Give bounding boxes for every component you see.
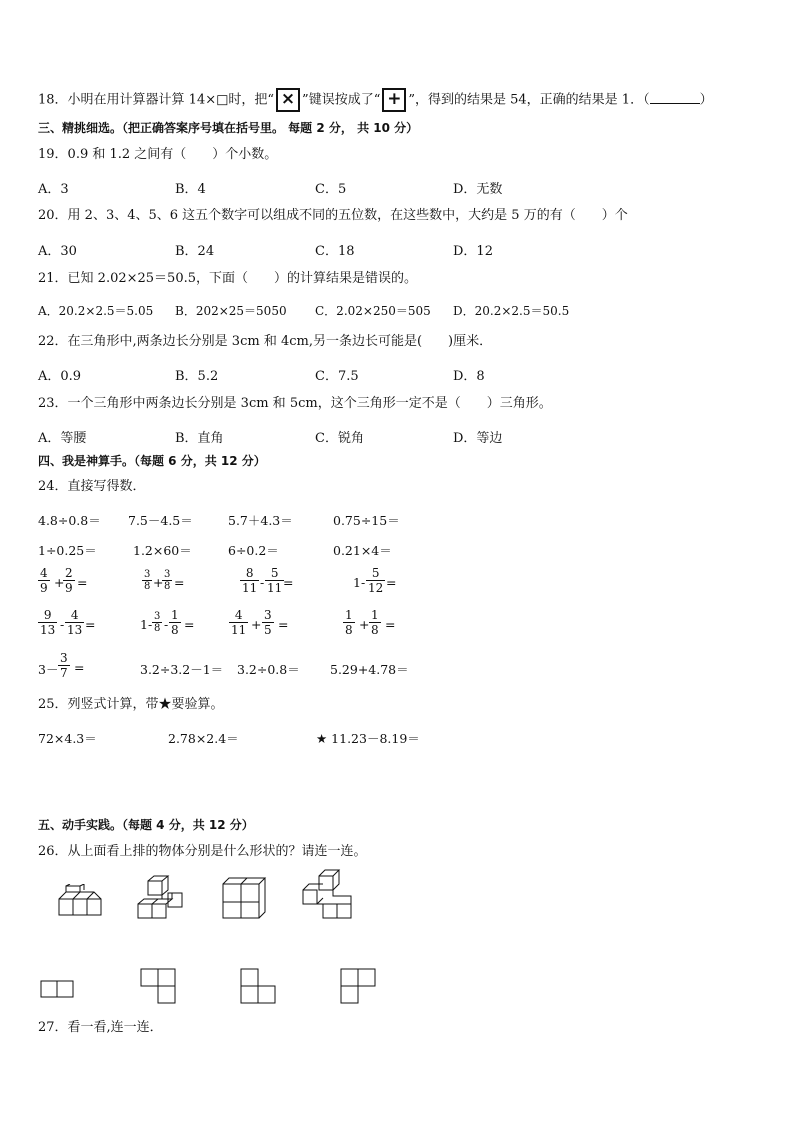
cube-stack-figure-2 [135, 873, 187, 921]
calc-item: 0.21×4＝ [333, 543, 392, 558]
section-3-title: 三、精挑细选。（把正确答案序号填在括号里。 每题 2 分， 共 10 分） [38, 121, 419, 135]
operator: - [164, 617, 169, 632]
q19-option-a[interactable]: A．3 [38, 182, 69, 197]
q21-option-b[interactable]: B．202×25＝5050 [175, 304, 287, 318]
question-21-stem: 21．已知 2.02×25＝50.5，下面（ ）的计算结果是错误的。 [38, 271, 417, 286]
vertical-calc-item: 72×4.3＝ [38, 731, 97, 746]
question-23-stem: 23．一个三角形中两条边长分别是 3cm 和 5cm，这个三角形一定不是（ ）三角形。 [38, 396, 552, 411]
q19-option-b[interactable]: B．4 [175, 182, 206, 197]
q18-text-4: ） [699, 92, 713, 108]
fraction: $\frac{3}{8}$ [154, 611, 161, 634]
vertical-calc-item: 2.78×2.4＝ [168, 731, 239, 746]
q23-option-a[interactable]: A．等腰 [38, 431, 87, 446]
operator: - [260, 575, 265, 590]
operator: + [153, 575, 164, 590]
equals: = [386, 575, 397, 590]
equals: = [77, 575, 88, 590]
q22-option-a[interactable]: A．0.9 [38, 369, 82, 384]
q18-text-2: ”键误按成了“ [302, 92, 381, 108]
calc-item: 4.8÷0.8＝ [38, 513, 101, 528]
prefix: 1- [140, 617, 153, 632]
equals: = [278, 617, 289, 632]
fraction: $\frac{3}{7}$ [60, 651, 68, 680]
multiply-key-icon: × [276, 88, 300, 112]
q23-option-c[interactable]: C．锐角 [315, 431, 364, 446]
vertical-calc-item-check: ★ 11.23－8.19＝ [316, 731, 420, 746]
fraction: $\frac{9}{13}$ [40, 608, 56, 637]
q22-option-b[interactable]: B．5.2 [175, 369, 219, 384]
q20-option-a[interactable]: A．30 [38, 244, 77, 259]
fraction: $\frac{5}{11}$ [267, 566, 283, 595]
equals: = [385, 617, 396, 632]
calc-item: 1÷0.25＝ [38, 543, 97, 558]
operator: + [251, 617, 262, 632]
fraction: $\frac{4}{11}$ [231, 608, 247, 637]
q23-option-d[interactable]: D．等边 [453, 431, 503, 446]
q21-option-d[interactable]: D．20.2×2.5＝50.5 [453, 304, 570, 318]
q20-option-c[interactable]: C．18 [315, 244, 355, 259]
calc-item: 5.29+4.78＝ [330, 662, 409, 677]
question-22-stem: 22．在三角形中,两条边长分别是 3cm 和 4cm,另一条边长可能是( )厘米． [38, 334, 493, 349]
section-4-title: 四、我是神算手。（每题 6 分，共 12 分） [38, 454, 266, 468]
operator: - [60, 617, 65, 632]
q23-option-b[interactable]: B．直角 [175, 431, 224, 446]
top-view-shape-3 [240, 968, 278, 1006]
question-24-stem: 24．直接写得数． [38, 479, 146, 494]
top-view-shape-1 [40, 980, 76, 1000]
q22-option-d[interactable]: D．8 [453, 369, 485, 384]
q21-option-a[interactable]: A．20.2×2.5＝5.05 [38, 304, 154, 318]
top-view-shape-4 [340, 968, 378, 1006]
fraction: $\frac{3}{8}$ [144, 569, 151, 592]
plus-key-icon: + [382, 88, 406, 112]
fraction: $\frac{5}{12}$ [368, 566, 384, 595]
calc-item: 7.5－4.5＝ [128, 513, 193, 528]
question-25-stem: 25．列竖式计算，带★要验算。 [38, 697, 224, 712]
operator: + [359, 617, 370, 632]
prefix: 1- [353, 575, 366, 590]
q19-option-d[interactable]: D．无数 [453, 182, 503, 197]
q20-option-b[interactable]: B．24 [175, 244, 215, 259]
question-19-stem: 19．0.9 和 1.2 之间有（ ）个小数。 [38, 147, 278, 162]
fraction: $\frac{1}{8}$ [171, 608, 179, 637]
question-26-stem: 26．从上面看上排的物体分别是什么形状的？请连一连。 [38, 844, 367, 859]
fraction: $\frac{1}{8}$ [371, 608, 379, 637]
equals: = [74, 660, 85, 675]
equals: = [174, 575, 185, 590]
calc-item: 0.75÷15＝ [333, 513, 400, 528]
q21-option-c[interactable]: C．2.02×250＝505 [315, 304, 431, 318]
fraction: $\frac{2}{9}$ [65, 566, 73, 595]
equals: = [283, 575, 294, 590]
q18-text-1: 18．小明在用计算器计算 14×□时，把“ [38, 92, 275, 108]
equals: = [85, 617, 96, 632]
fraction: $\frac{1}{8}$ [345, 608, 353, 637]
cube-stack-figure-1 [56, 884, 104, 918]
cube-stack-figure-4 [299, 866, 355, 920]
question-27-stem: 27．看一看,连一连． [38, 1020, 163, 1035]
fraction: $\frac{3}{5}$ [264, 608, 272, 637]
question-18 [38, 88, 713, 112]
calc-item: 5.7＋4.3＝ [228, 513, 293, 528]
question-20-stem: 20．用 2、3、4、5、6 这五个数字可以组成不同的五位数，在这些数中，大约是 5 万的有（ ）个 [38, 208, 628, 223]
fraction: $\frac{8}{11}$ [242, 566, 258, 595]
operator: + [54, 575, 65, 590]
calc-item: 1.2×60＝ [133, 543, 192, 558]
fraction: $\frac{4}{9}$ [40, 566, 48, 595]
section-5-title: 五、动手实践。（每题 4 分，共 12 分） [38, 818, 254, 832]
equals: = [184, 617, 195, 632]
calc-item: 6÷0.2＝ [228, 543, 279, 558]
calc-item: 3.2÷3.2－1＝ [140, 662, 224, 677]
q20-option-d[interactable]: D．12 [453, 244, 493, 259]
q18-text-3: ”，得到的结果是 54，正确的结果是 1．（ [408, 92, 650, 108]
answer-blank[interactable] [650, 91, 700, 104]
prefix: 3－ [38, 662, 59, 677]
cube-stack-figure-3 [220, 874, 268, 922]
calc-item: 3.2÷0.8＝ [237, 662, 300, 677]
top-view-shape-2 [140, 968, 178, 1006]
q22-option-c[interactable]: C．7.5 [315, 369, 359, 384]
fraction: $\frac{3}{8}$ [164, 569, 171, 592]
fraction: $\frac{4}{13}$ [67, 608, 83, 637]
q19-option-c[interactable]: C．5 [315, 182, 347, 197]
